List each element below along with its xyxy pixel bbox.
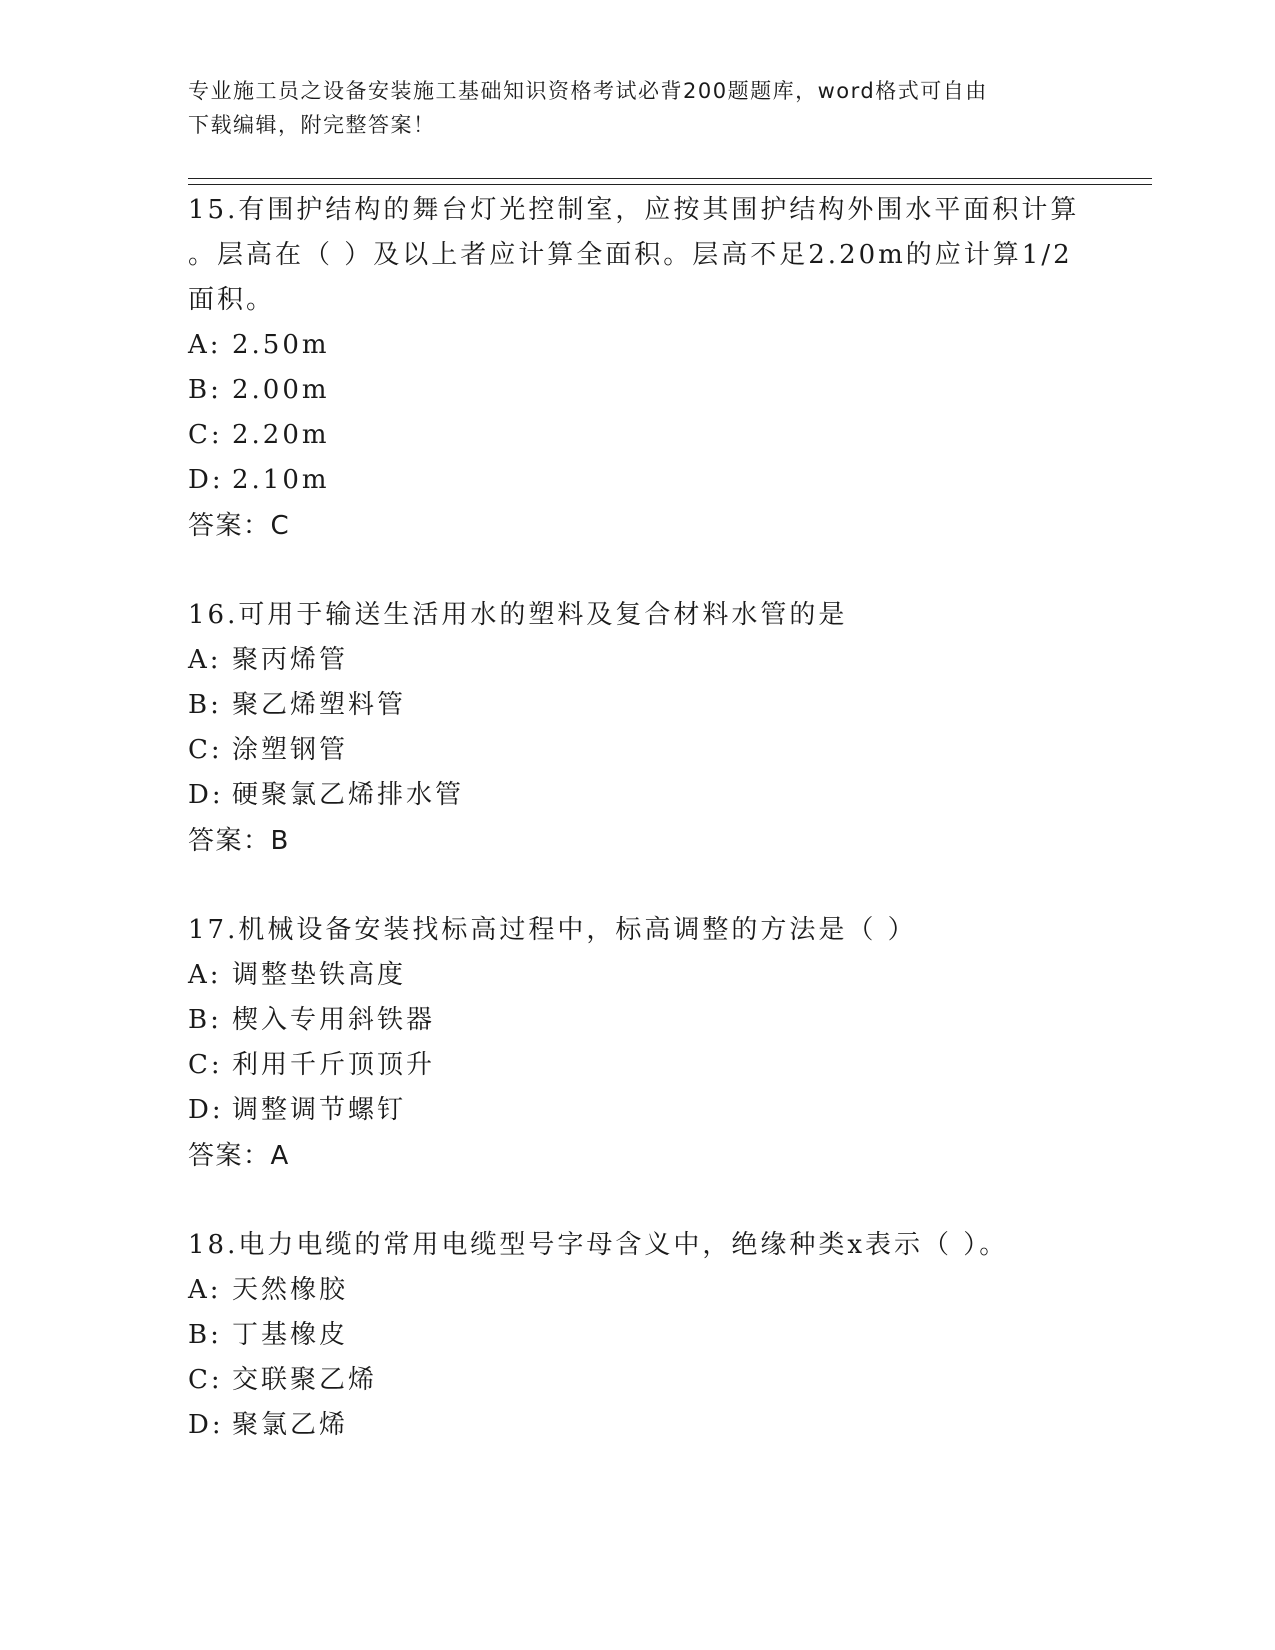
header-line-2: 下载编辑，附完整答案！ [188,113,436,137]
option-key: A: [188,645,222,675]
question-spacer [188,549,1088,593]
option-c [188,413,1088,458]
option-c [188,1043,1088,1088]
option-key: C: [188,735,223,765]
option-b [188,683,1088,728]
option-key: D: [188,780,224,810]
option-b [188,998,1088,1043]
option-d [188,773,1088,818]
option-text: 硬聚氯乙烯排水管 [232,780,465,810]
question-list [188,188,1088,1448]
option-text: 天然橡胶 [232,1275,349,1305]
option-key: A: [188,960,222,990]
header-divider-bottom [188,184,1152,185]
header-line-1: 专业施工员之设备安装施工基础知识资格考试必背200题题库，word格式可自由 [188,79,988,103]
question-16 [188,593,1088,864]
option-text: 楔入专用斜铁器 [232,1005,436,1035]
option-key: C: [188,1050,223,1080]
option-key: C: [188,1365,223,1395]
option-text: 2.20m [232,420,330,450]
option-d [188,1088,1088,1133]
option-text: 聚乙烯塑料管 [232,690,407,720]
option-b [188,368,1088,413]
option-text: 丁基橡皮 [232,1320,349,1350]
option-a [188,1268,1088,1313]
option-key: B: [188,1005,222,1035]
question-stem-line: 17.机械设备安装找标高过程中，标高调整的方法是（ ） [188,915,917,945]
option-text: 调整垫铁高度 [232,960,407,990]
option-key: D: [188,465,224,495]
option-key: B: [188,1320,222,1350]
answer-line: 答案：A [188,1141,290,1171]
option-a [188,953,1088,998]
option-key: A: [188,1275,222,1305]
question-spacer [188,864,1088,908]
option-text: 2.50m [232,330,330,360]
question-stem-line: 18.电力电缆的常用电缆型号字母含义中，绝缘种类x表示（ ）。 [188,1230,1009,1260]
option-d [188,1403,1088,1448]
question-17 [188,908,1088,1179]
option-key: C: [188,420,223,450]
option-text: 调整调节螺钉 [232,1095,407,1125]
option-text: 涂塑钢管 [232,735,349,765]
option-text: 聚丙烯管 [232,645,349,675]
option-b [188,1313,1088,1358]
option-a [188,323,1088,368]
answer-line: 答案：C [188,511,291,541]
question-stem-line: 。层高在（ ）及以上者应计算全面积。层高不足2.20m的应计算1/2 [188,240,1073,270]
option-key: D: [188,1095,224,1125]
option-key: A: [188,330,222,360]
question-stem-line: 面积。 [188,285,276,315]
header-divider-top [188,178,1152,179]
question-spacer [188,1179,1088,1223]
option-key: B: [188,690,222,720]
question-stem-line: 15.有围护结构的舞台灯光控制室，应按其围护结构外围水平面积计算 [188,195,1080,225]
option-a [188,638,1088,683]
question-stem-line: 16.可用于输送生活用水的塑料及复合材料水管的是 [188,600,848,630]
option-text: 聚氯乙烯 [232,1410,349,1440]
option-text: 利用千斤顶顶升 [232,1050,436,1080]
question-18 [188,1223,1088,1448]
option-key: D: [188,1410,224,1440]
option-key: B: [188,375,222,405]
option-text: 2.10m [232,465,330,495]
question-15 [188,188,1088,549]
option-d [188,458,1088,503]
option-c [188,1358,1088,1403]
option-c [188,728,1088,773]
option-text: 2.00m [232,375,330,405]
answer-line: 答案：B [188,826,290,856]
option-text: 交联聚乙烯 [232,1365,378,1395]
document-header [188,74,1068,142]
